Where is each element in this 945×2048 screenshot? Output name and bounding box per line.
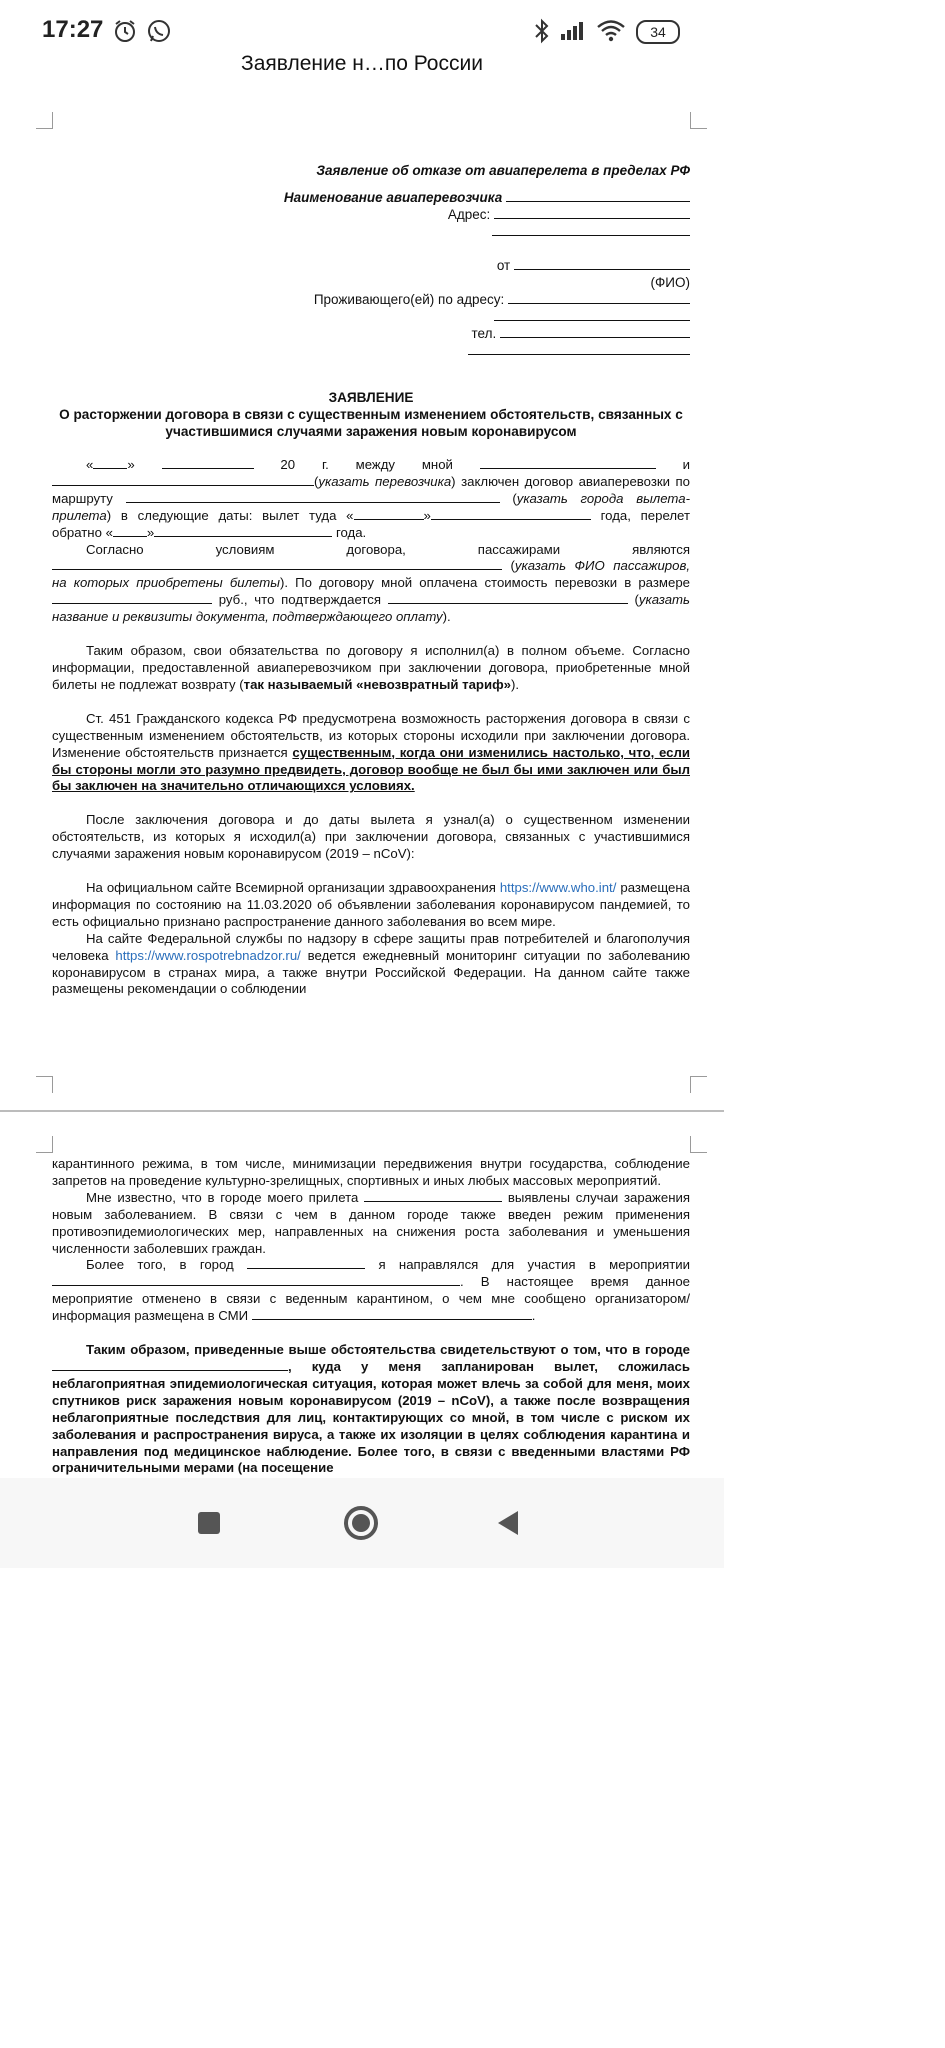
status-time: 17:27	[42, 16, 104, 43]
recent-apps-icon[interactable]	[196, 1510, 222, 1536]
crop-mark	[690, 1076, 707, 1093]
whatsapp-icon	[146, 18, 172, 44]
page-divider	[0, 1110, 724, 1112]
crop-mark	[36, 112, 53, 129]
phone-label: тел.	[471, 326, 497, 341]
document-page-1[interactable]	[0, 112, 724, 1092]
paragraph-arrival-city: Мне известно, что в городе моего прилета выявлены случаи заражения новым заболеванием. В связи с чем в данном городе также введен режим применения противоэпидемиологических мер, направленных на снижения роста заболевания и уменьшения численности заболевших граждан.	[52, 1189, 691, 1256]
signal-icon	[560, 18, 588, 42]
paragraph-rospotrebnadzor: На сайте Федеральной службы по надзору в сфере защиты прав потребителей и благополучия человека https://www.rospotrebnadzor.ru/ ведется ежедневный мониторинг ситуации по заболеванию коронавирусом в странах мира, а также внутри Российской Федерации. На данном сайте также размещены рекомендации о соблюдении	[52, 930, 690, 997]
rospotrebnadzor-link[interactable]: https://www.rospotrebnadzor.ru/	[115, 947, 301, 963]
crop-mark	[690, 1136, 707, 1153]
paragraph-article-451: Ст. 451 Гражданского кодекса РФ предусмотрена возможность расторжения договора в связи с существенным изменением обстоятельств, из которых стороны исходили при заключении договора. Изменение обстоятельств признается существенным, когда они изменились настолько, что, если бы стороны могли это разумно предвидеть, договор вообще не был бы ими заключен или был бы заключен на значительно отличающихся условиях.	[52, 710, 690, 794]
document-page-2[interactable]	[0, 1128, 724, 1488]
bluetooth-icon	[532, 18, 552, 44]
back-icon[interactable]	[494, 1508, 522, 1538]
home-icon[interactable]	[342, 1504, 380, 1542]
document-body	[52, 162, 690, 998]
crop-mark	[36, 1076, 53, 1093]
paragraph-event: Более того, в город я направлялся для участия в мероприятии . В настоящее время данное мероприятие отменено в связи с веденным карантином, о чем мне сообщено организатором/ информация размещена в СМИ .	[52, 1257, 690, 1324]
statement-title: ЗАЯВЛЕНИЕ	[328, 390, 414, 405]
paragraph-who: На официальном сайте Всемирной организации здравоохранения https://www.who.int/ размещена информация по состоянию на 11.03.2020 об объявлении заболевания коронавирусом пандемией, то есть официально признано распространение данного заболевания во всем мире.	[52, 880, 690, 929]
document-title: Заявление н…по России	[241, 52, 483, 75]
battery-indicator: 34	[636, 20, 680, 44]
residing-label: Проживающего(ей) по адресу:	[313, 292, 505, 307]
document-body-page-2	[52, 1156, 690, 1477]
address-label: Адрес:	[447, 207, 491, 222]
who-link[interactable]: https://www.who.int/	[499, 880, 617, 896]
statement-subtitle: О расторжении договора в связи с существенным изменением обстоятельств, связанных с участившимися случаями заражения новым коронавирусом	[59, 407, 683, 439]
from-label: от	[496, 258, 511, 273]
fio-label: (ФИО)	[650, 275, 690, 290]
carrier-label: Наименование авиаперевозчика	[283, 190, 503, 205]
alarm-icon	[112, 18, 138, 44]
crop-mark	[36, 1136, 53, 1153]
paragraph-conclusion: Таким образом, приведенные выше обстоятельства свидетельствуют о том, что в городе , куда у меня запланирован вылет, сложилась неблагоприятная эпидемиологическая ситуация, которая может влечь за собой для меня, моих спутников риск заражения новым коронавирусом (2019 – nCoV), а также после возвращения неблагоприятные последствия для лиц, контактирующих со мной, в том числе с риском их заболевания и распространения вируса, а также их изоляции в целях соблюдения карантина и направления под медицинское наблюдение. Более того, в связи с введенными властями РФ ограничительными мерами (на посещение	[52, 1342, 690, 1476]
paragraph-quarantine-continued: карантинного режима, в том числе, минимизации передвижения внутри государства, соблюдение запретов на проведение культурно-зрелищных, спортивных и иных любых массовых мероприятий.	[52, 1156, 690, 1188]
addressee-block	[52, 162, 690, 359]
paragraph-contract: « » 20 г. между мной и (указать перевозчика) заключен договор авиаперевозки по маршруту (указать города вылета-прилета) в следующие даты: вылет туда « » года, перелет обратно « » года.	[52, 457, 691, 540]
crop-mark	[690, 112, 707, 129]
paragraph-obligations: Таким образом, свои обязательства по договору я исполнил(а) в полном объеме. Согласно информации, предоставленной авиаперевозчиком при заключении договора, приобретенные мной билеты не подлежат возврату (так называемый «невозвратный тариф»).	[52, 643, 690, 692]
navigation-bar	[0, 1478, 724, 1568]
paragraph-passengers: Согласно условиям договора, пассажирами являются (указать ФИО пассажиров, на которых приобретены билеты). По договору мной оплачена стоимость перевозки в размере руб., что подтверждается (указать название и реквизиты документа, подтверждающего оплату).	[52, 541, 690, 625]
wifi-icon	[596, 18, 626, 44]
paragraph-circumstances: После заключения договора и до даты вылета я узнал(а) о существенном изменении обстоятельств, из которых я исходил(а) при заключении договора, связанных с участившимися случаями заражения новым коронавирусом (2019 – nCoV):	[52, 812, 690, 862]
document-header-title: Заявление об отказе от авиаперелета в пределах РФ	[316, 163, 690, 178]
